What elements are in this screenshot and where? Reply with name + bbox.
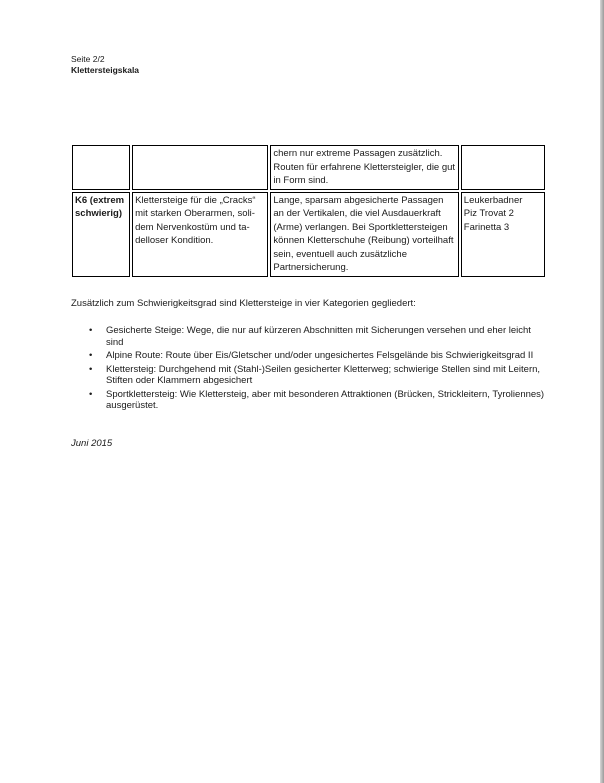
bullet-icon: • <box>89 363 93 375</box>
categories-intro: Zusätzlich zum Schwierigkeitsgrad sind Klettersteige in vier Kategorien gegliedert: <box>71 298 416 309</box>
bullet-icon: • <box>89 325 93 336</box>
category-list <box>71 325 546 414</box>
list-item <box>71 350 546 362</box>
bullet-icon: • <box>89 350 93 361</box>
page-number: Seite 2/2 <box>71 54 105 64</box>
list-item <box>71 325 546 348</box>
document-title: Klettersteigskala <box>71 65 140 75</box>
characteristics-cell: chern nur extreme Passagen zusätzlich. Routen für erfahrene Klettersteigler, die gut in Form sind. <box>270 145 458 190</box>
description-cell <box>132 145 268 190</box>
document-date: Juni 2015 <box>71 438 113 449</box>
difficulty-table <box>70 143 547 279</box>
list-item <box>71 389 546 412</box>
table-row <box>72 145 545 190</box>
table-row <box>72 192 545 277</box>
grade-cell: K6 (extrem schwierig) <box>72 192 130 277</box>
examples-cell: Leukerbadner Piz Trovat 2 Farinetta 3 <box>461 192 545 277</box>
description-cell: Klettersteige für die „Cracks“ mit starken Oberarmen, soli-dem Nervenkostüm und ta-delloser Kondition. <box>132 192 268 277</box>
list-item-text: Gesicherte Steige: Wege, die nur auf kürzeren Abschnitten mit Sicherungen versehen und eher leicht sind <box>106 325 531 348</box>
bullet-icon: • <box>89 388 93 400</box>
list-item-text: Alpine Route: Route über Eis/Gletscher und/oder ungesichertes Felsgelände bis Schwierigkeitsgrad II <box>106 350 534 361</box>
page-edge <box>600 0 604 783</box>
characteristics-cell: Lange, sparsam abgesicherte Passagen an der Vertikalen, die viel Ausdauerkraft (Arme) verlangen. Bei Sportklettersteigen können Kletterschuhe (Reibung) vorteilhaft sein, eventuell auch zusätzliche Partnersicherung. <box>270 192 458 277</box>
list-item-text: Klettersteig: Durchgehend mit (Stahl-)Seilen gesicherter Kletterweg; schwierige Stellen sind mit Leitern, Stiften oder Klammern abgesichert <box>106 363 541 386</box>
grade-cell <box>72 145 130 190</box>
list-item <box>71 364 546 387</box>
list-item-text: Sportklettersteig: Wie Klettersteig, aber mit besonderen Attraktionen (Brücken, Strickleitern, Tyroliennes) ausgerüstet. <box>106 388 545 411</box>
page-header <box>71 54 139 76</box>
examples-cell <box>461 145 545 190</box>
